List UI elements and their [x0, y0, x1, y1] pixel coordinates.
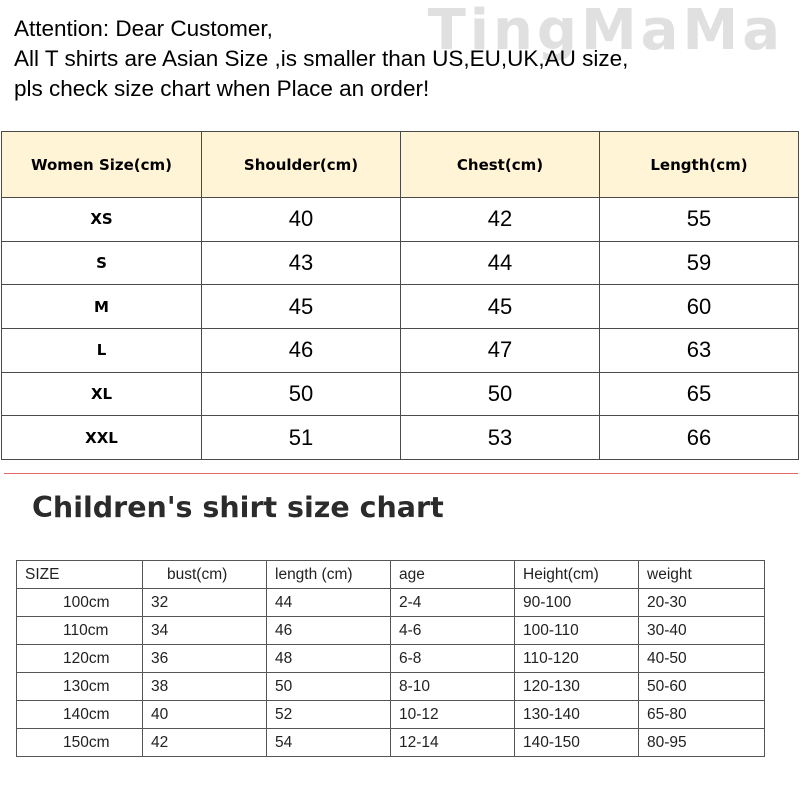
women-size-cell: M [2, 285, 202, 329]
children-size-cell: 110cm [17, 617, 143, 645]
children-weight-cell: 50-60 [639, 673, 765, 701]
children-header-age: age [391, 561, 515, 589]
children-age-cell: 8-10 [391, 673, 515, 701]
women-chest-cell: 45 [401, 285, 600, 329]
women-header-size: Women Size(cm) [2, 132, 202, 198]
women-header-row [2, 132, 799, 198]
women-size-cell: L [2, 329, 202, 373]
children-weight-cell: 40-50 [639, 645, 765, 673]
children-bust-cell: 42 [143, 729, 267, 757]
women-length-cell: 65 [600, 372, 799, 416]
women-shoulder-cell: 46 [202, 329, 401, 373]
children-age-cell: 10-12 [391, 701, 515, 729]
children-length-cell: 52 [267, 701, 391, 729]
notice-line-1: Attention: Dear Customer, [14, 16, 273, 41]
table-row [2, 372, 799, 416]
children-length-cell: 46 [267, 617, 391, 645]
children-size-table [16, 560, 765, 757]
children-size-cell: 130cm [17, 673, 143, 701]
children-bust-cell: 40 [143, 701, 267, 729]
table-row [2, 285, 799, 329]
women-length-cell: 59 [600, 241, 799, 285]
women-chest-cell: 42 [401, 198, 600, 242]
children-header-weight: weight [639, 561, 765, 589]
children-weight-cell: 30-40 [639, 617, 765, 645]
children-bust-cell: 38 [143, 673, 267, 701]
children-size-cell: 120cm [17, 645, 143, 673]
women-shoulder-cell: 43 [202, 241, 401, 285]
children-bust-cell: 32 [143, 589, 267, 617]
children-header-size: SIZE [17, 561, 143, 589]
women-shoulder-cell: 45 [202, 285, 401, 329]
women-size-cell: S [2, 241, 202, 285]
children-height-cell: 120-130 [515, 673, 639, 701]
children-weight-cell: 80-95 [639, 729, 765, 757]
table-row [2, 329, 799, 373]
table-row [2, 198, 799, 242]
women-shoulder-cell: 50 [202, 372, 401, 416]
children-header-row [17, 561, 765, 589]
women-chest-cell: 44 [401, 241, 600, 285]
section-divider [4, 473, 798, 474]
women-length-cell: 55 [600, 198, 799, 242]
notice-line-2: All T shirts are Asian Size ,is smaller than US,EU,UK,AU size, [14, 46, 629, 71]
women-header-length: Length(cm) [600, 132, 799, 198]
children-chart-title: Children's shirt size chart [32, 491, 444, 524]
children-height-cell: 110-120 [515, 645, 639, 673]
table-row [17, 701, 765, 729]
women-length-cell: 60 [600, 285, 799, 329]
women-header-chest: Chest(cm) [401, 132, 600, 198]
notice-line-3: pls check size chart when Place an order! [14, 76, 430, 101]
women-chest-cell: 53 [401, 416, 600, 460]
women-shoulder-cell: 40 [202, 198, 401, 242]
children-height-cell: 100-110 [515, 617, 639, 645]
table-row [17, 645, 765, 673]
table-row [17, 617, 765, 645]
children-size-cell: 100cm [17, 589, 143, 617]
women-chest-cell: 50 [401, 372, 600, 416]
children-weight-cell: 20-30 [639, 589, 765, 617]
children-age-cell: 6-8 [391, 645, 515, 673]
children-age-cell: 4-6 [391, 617, 515, 645]
children-header-height: Height(cm) [515, 561, 639, 589]
women-size-cell: XS [2, 198, 202, 242]
children-height-cell: 90-100 [515, 589, 639, 617]
children-size-cell: 140cm [17, 701, 143, 729]
women-length-cell: 63 [600, 329, 799, 373]
children-header-length: length (cm) [267, 561, 391, 589]
children-weight-cell: 65-80 [639, 701, 765, 729]
children-height-cell: 130-140 [515, 701, 639, 729]
children-age-cell: 2-4 [391, 589, 515, 617]
children-bust-cell: 36 [143, 645, 267, 673]
children-length-cell: 44 [267, 589, 391, 617]
children-height-cell: 140-150 [515, 729, 639, 757]
women-header-shoulder: Shoulder(cm) [202, 132, 401, 198]
children-header-bust: bust(cm) [143, 561, 267, 589]
women-shoulder-cell: 51 [202, 416, 401, 460]
size-notice [14, 14, 794, 104]
table-row [2, 241, 799, 285]
table-row [17, 673, 765, 701]
children-age-cell: 12-14 [391, 729, 515, 757]
table-row [17, 589, 765, 617]
children-length-cell: 54 [267, 729, 391, 757]
brand-watermark: TingMaMa [427, 0, 784, 63]
table-row [17, 729, 765, 757]
women-chest-cell: 47 [401, 329, 600, 373]
women-size-table [1, 131, 799, 460]
women-size-cell: XL [2, 372, 202, 416]
children-bust-cell: 34 [143, 617, 267, 645]
table-row [2, 416, 799, 460]
children-length-cell: 48 [267, 645, 391, 673]
children-size-cell: 150cm [17, 729, 143, 757]
women-size-cell: XXL [2, 416, 202, 460]
children-length-cell: 50 [267, 673, 391, 701]
women-length-cell: 66 [600, 416, 799, 460]
